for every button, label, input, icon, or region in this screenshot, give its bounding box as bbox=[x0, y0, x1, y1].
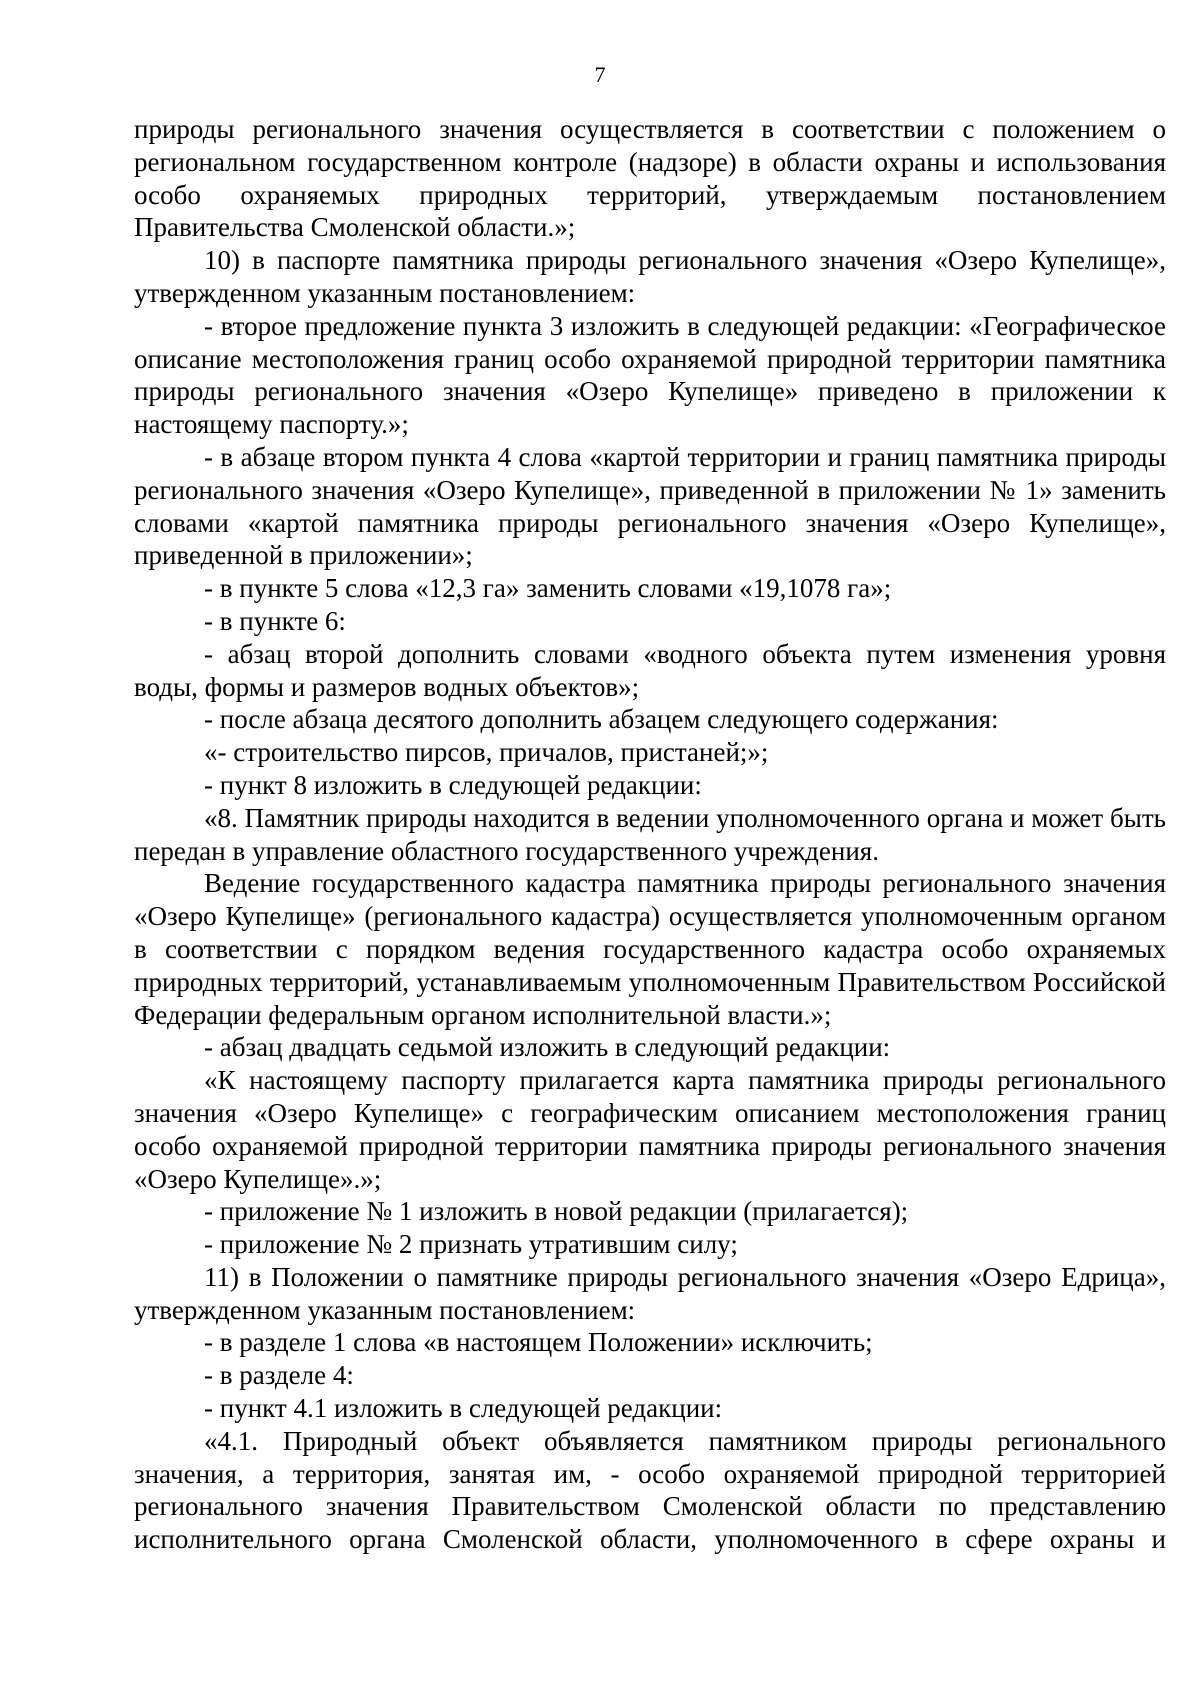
paragraph: - абзац двадцать седьмой изложить в следующий редакции: bbox=[204, 1032, 891, 1063]
paragraph: - в пункте 6: bbox=[204, 605, 346, 636]
paragraph: «8. Памятник природы находится в ведении уполномоченного органа и может быть передан в управление областного государственного учреждения. bbox=[134, 802, 1166, 866]
paragraph: - после абзаца десятого дополнить абзацем следующего содержания: bbox=[204, 704, 999, 735]
paragraph: - приложение № 2 признать утратившим силу; bbox=[204, 1229, 738, 1260]
paragraph: - пункт 4.1 изложить в следующей редакции: bbox=[204, 1393, 723, 1424]
paragraph: - в разделе 1 слова «в настоящем Положении» исключить; bbox=[204, 1327, 873, 1358]
paragraph: «4.1. Природный объект объявляется памятником природы регионального значения, а территория, занятая им, - особо охраняемой природной территорией регионального значения Правительством Смоленской области по представлению исполнительного органа Смоленской области, уполномоченного в сфере охраны и bbox=[134, 1425, 1166, 1555]
paragraph: «К настоящему паспорту прилагается карта памятника природы регионального значения «Озеро Купелище» с географическим описанием местоположения границ особо охраняемой природной территории памятника природы регионального значения «Озеро Купелище».»; bbox=[134, 1065, 1166, 1194]
paragraph: 11) в Положении о памятнике природы регионального значения «Озеро Едрица», утвержденном указанным постановлением: bbox=[134, 1261, 1166, 1325]
document-body bbox=[134, 113, 1166, 1556]
paragraph: - второе предложение пункта 3 изложить в следующей редакции: «Географическое описание местоположения границ особо охраняемой природной территории памятника природы регионального значения «Озеро Купелище» приведено в приложении к настоящему паспорту.»; bbox=[134, 310, 1166, 440]
paragraph: 10) в паспорте памятника природы регионального значения «Озеро Купелище», утвержденном указанным постановлением: bbox=[134, 245, 1166, 308]
paragraph: - пункт 8 изложить в следующей редакции: bbox=[204, 769, 702, 800]
paragraph: Ведение государственного кадастра памятника природы регионального значения «Озеро Купелище» (регионального кадастра) осуществляется уполномоченным органом в соответствии с порядком ведения государственного кадастра особо охраняемых природных территорий, устанавливаемым уполномоченным Правительством Российской Федерации федеральным органом исполнительной власти.»; bbox=[134, 868, 1166, 1030]
paragraph: - приложение № 1 изложить в новой редакции (прилагается); bbox=[204, 1196, 909, 1227]
paragraph: - в пункте 5 слова «12,3 га» заменить словами «19,1078 га»; bbox=[204, 573, 892, 604]
paragraph: - в разделе 4: bbox=[204, 1360, 354, 1391]
paragraph: «- строительство пирсов, причалов, пристаней;»; bbox=[204, 737, 769, 768]
page-number: 7 bbox=[594, 62, 606, 87]
paragraph: - в абзаце втором пункта 4 слова «картой территории и границ памятника природы регионального значения «Озеро Купелище», приведенной в приложении № 1» заменить словами «картой памятника природы регионального значения «Озеро Купелище», приведенной в приложении»; bbox=[134, 441, 1166, 571]
paragraph: природы регионального значения осуществляется в соответствии с положением о региональном государственном контроле (надзоре) в области охраны и использования особо охраняемых природных территорий, утверждаемым постановлением Правительства Смоленской области.»; bbox=[134, 114, 1166, 243]
paragraph: - абзац второй дополнить словами «водного объекта путем изменения уровня воды, формы и размеров водных объектов»; bbox=[134, 638, 1166, 702]
